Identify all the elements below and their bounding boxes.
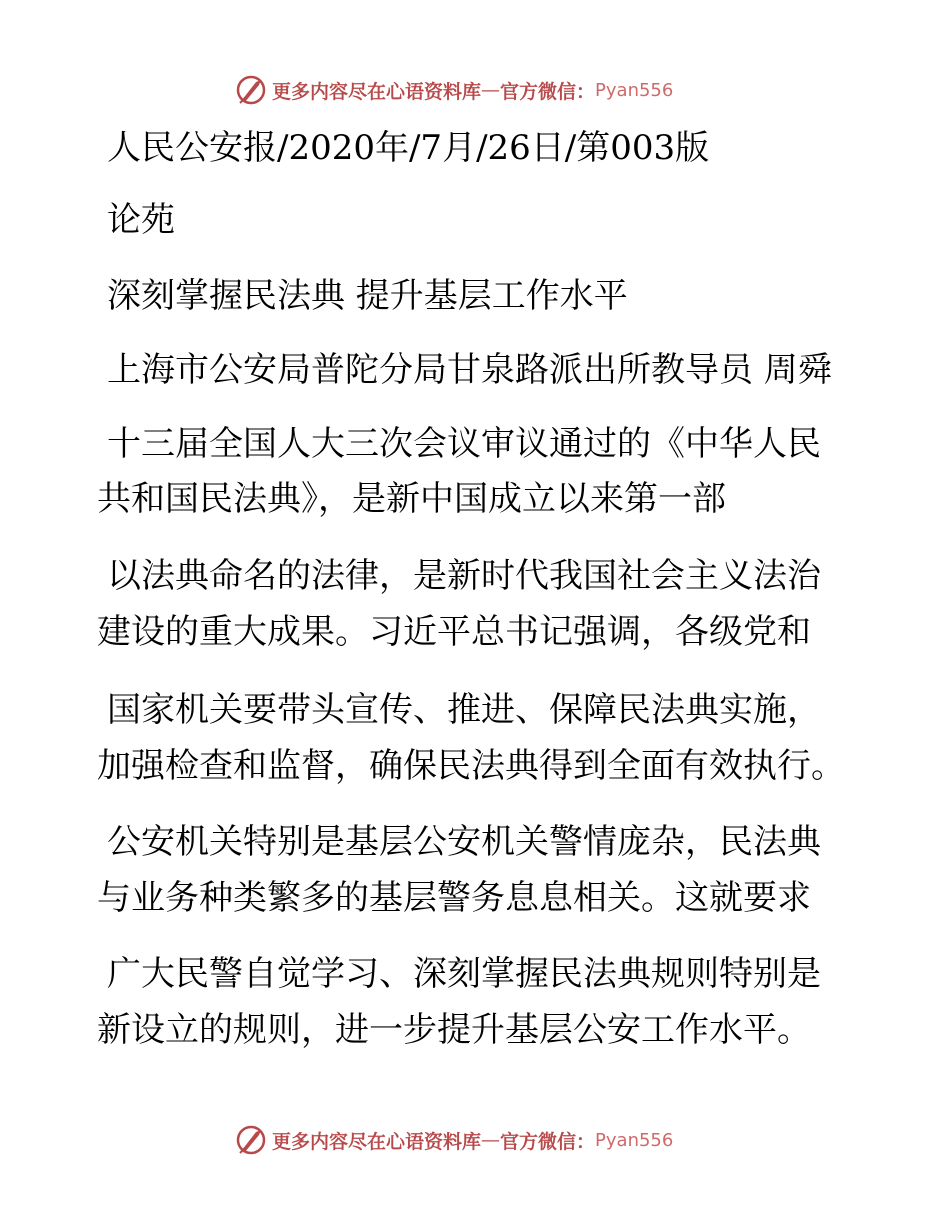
body-line: 新设立的规则，进一步提升基层公安工作水平。 bbox=[97, 1010, 811, 1050]
watermark-banner-bottom bbox=[234, 1122, 673, 1158]
column-name: 论苑 bbox=[107, 200, 175, 240]
body-line: 广大民警自觉学习、深刻掌握民法典规则特别是 bbox=[107, 954, 821, 994]
watermark-official-label: 官方微信： bbox=[500, 80, 596, 103]
body-line: 以法典命名的法律，是新时代我国社会主义法治 bbox=[107, 556, 821, 596]
body-line: 与业务种类繁多的基层警务息息相关。这就要求 bbox=[97, 878, 811, 918]
watermark-separator: — bbox=[481, 79, 501, 101]
body-line: 十三届全国人大三次会议审议通过的《中华人民 bbox=[107, 424, 821, 464]
watermark-wechat-id: Pyan556 bbox=[595, 1129, 674, 1151]
body-line: 加强检查和监督，确保民法典得到全面有效执行。 bbox=[97, 746, 845, 786]
watermark-text: 更多内容尽在心语资料库 bbox=[272, 1130, 482, 1153]
body-line: 公安机关特别是基层公安机关警情庞杂，民法典 bbox=[107, 822, 821, 862]
quill-logo-icon bbox=[234, 1123, 268, 1157]
watermark-text: 更多内容尽在心语资料库 bbox=[272, 80, 482, 103]
watermark-banner-top bbox=[234, 72, 673, 108]
quill-logo-icon bbox=[234, 73, 268, 107]
watermark-official-label: 官方微信： bbox=[500, 1130, 596, 1153]
article-title: 深刻掌握民法典 提升基层工作水平 bbox=[107, 276, 628, 316]
source-line: 人民公安报/2020年/7月/26日/第003版 bbox=[107, 128, 710, 168]
body-line: 建设的重大成果。习近平总书记强调，各级党和 bbox=[97, 612, 811, 652]
watermark-wechat-id: Pyan556 bbox=[595, 79, 674, 101]
article-author: 上海市公安局普陀分局甘泉路派出所教导员 周舜 bbox=[107, 350, 832, 390]
watermark-separator: — bbox=[481, 1129, 501, 1151]
body-line: 国家机关要带头宣传、推进、保障民法典实施， bbox=[107, 690, 821, 730]
body-line: 共和国民法典》，是新中国成立以来第一部 bbox=[97, 479, 726, 519]
